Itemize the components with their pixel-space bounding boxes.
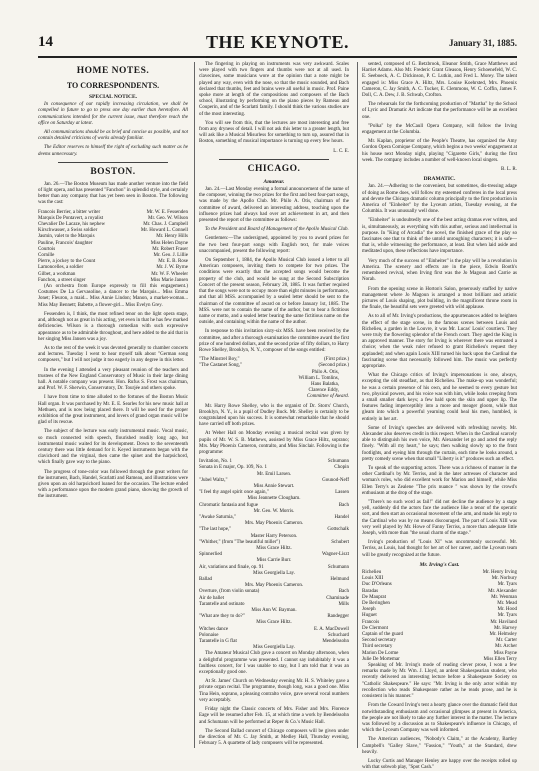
- notice-paragraph: The Editor reserves to himself the right of excluding such matter as he deems unnecessary.: [38, 145, 188, 157]
- section-title-home-notes: HOME NOTES.: [76, 66, 150, 76]
- programme-row-left: Miss Annie Stewart.: [253, 483, 295, 489]
- programme-row-left: Miss Georgiella Lay.: [253, 645, 295, 651]
- article-paragraph: The Amateur Musical Club gave a concert on Monday afternoon, when a delightful programme was presented. I cannot say indubitably it was a faultless concert, for I was unable to stay, but I am told that it was an exceptionally good one.: [199, 651, 349, 676]
- page-header: [38, 30, 517, 58]
- section-subtitle: Amateur.: [263, 178, 285, 185]
- cast-row-left: De Clermont: [362, 625, 388, 631]
- programme-row-left: Witches dance: [199, 626, 229, 632]
- programme-row-left: Miss Carrie Burr.: [256, 558, 292, 564]
- cast-row-right: Mr. Hood: [497, 607, 517, 613]
- article-paragraph: In response to this invitation sixty-six MSS. have been received by the committee, and after a thorough examination the committee award the first prize of one hundred dollars, and the second prize of fifty dollars, to Harry Rowe Shelley, Brooklyn, N. Y., composer of the songs entitled:: [199, 329, 349, 353]
- cast-row-right: Mr. Haviland: [490, 619, 517, 625]
- cast-row-right: Mr. Tyars: [497, 613, 517, 619]
- cast-row-right: Mr. Archer: [495, 644, 517, 650]
- article-paragraph: As to the rest of the week it was devoted generally to chamber concerts and lectures. Tuesday I went to hear myself talk about "German song composers," but I will not judge it too eagerly in any degree in this letter.: [38, 345, 188, 364]
- signature: B. L. R.: [501, 167, 517, 173]
- cast-row-left: Pierre, a jockey to the Count: [38, 259, 96, 265]
- cast-row-right: Mr. Mead: [497, 601, 517, 607]
- cast-row-right: Mr. Norbury: [491, 576, 517, 582]
- cast-row-right: Mr. Henry Irving: [482, 570, 517, 576]
- article-paragraph: The subject of the lecture was early instrumental music. Vocal music, so much connected with speech, flourished readily long ago, but instrumental music waited for its development. Down to the seventeenth century there was little demand for it. Keyed instruments began with the clavichord and the virginal, then came the spinet and the harpsichord, which finally gave way to the piano.: [38, 429, 188, 466]
- article-paragraph: To speak of the supporting actors. There was a richness of manner in the other Cardinal's by Mr. Terriss, and in the later actresses of character and woman's roles, who did excellent work for Marion and himself, while Miss Ellen Terry's as Zealene "The prix nuance " was shown by the crowd's enthusiasm at the drop of the stage.: [362, 465, 517, 496]
- programme-row-left: "I feel thy angel spirit once again,": [199, 490, 269, 496]
- signature: L. C. E.: [333, 148, 349, 154]
- cast-row-right: Mr. Chas. J. Campbell: [143, 222, 188, 228]
- cast-row-right: Miss Marie Jansen: [150, 277, 188, 283]
- signer-name: Philo A. Otis,: [311, 369, 339, 375]
- programme-row-left: "Whither," (from "The beautiful miller"): [199, 539, 281, 545]
- page-number: 14: [38, 34, 53, 50]
- article-paragraph: Friday night the Classic concerts of Mrs. Fisher and Mrs. Florence Eage will be resumed after Feb. 15, at which time a work by Bendelssohn and Schumann will be performed at Reper & Co.'s Music Hall.: [199, 707, 349, 725]
- programme-row-right: Gottschalk: [327, 527, 349, 533]
- programme-row-right: Mills: [338, 601, 349, 607]
- article-paragraph: As to all of Mr. Irving's productions, the appurtenances added to heighten the effect of the stage scene, in the famous scenes between Louis and Richelieu, a garden in the Louvre, it was Mr. Lucas' Louis' courtiers. They were truly the flowering splendor of the French court. They aged the King in an approved manner. The story for Irving is wherever there was entrusted a choice; when the weak ruler refused to grant Richelieu's request they applauded; and when again Louis XIII turned his back upon the Cardinal the fascinating scene that necessarily followed him. The music was perfectly appropriate.: [362, 314, 517, 369]
- article-paragraph: Jan. 24.—Last Monday evening a formal announcement of the name of the composer, winning the two prizes for the first and best four-part songs, was made by the Apollo Club. Mr. Philo A. Otis, chairman of the committee of award, delivered an interesting address, touching upon the influence prizes had always had over art achievement in art, and then presented the report of the committee as follows:: [199, 187, 349, 224]
- programme-row-left: Chromatic fantasia and fugue: [199, 502, 259, 508]
- programme-row-left: "Awake Saturnia,": [199, 515, 236, 520]
- programme-row-left: Mr. Geo. W. Morris.: [253, 508, 295, 514]
- programme-row-left: "What are they to do?": [199, 614, 245, 620]
- section-title-chicago: CHICAGO.: [247, 163, 301, 174]
- cast-row-right: Mr. Geo. W. Wilson: [148, 215, 188, 221]
- cast-row-left: Gilbet, a workman: [38, 271, 76, 277]
- article-paragraph: Very much of the success of "Einheiter" is the play will be a revolution in America. The scenery and effects are in the piece, Edwin Booth's remembered revival, when Irving first was the Jo Magoun and Carrie as Norah.: [362, 258, 517, 283]
- programme-row-left: Mrs. May Phoenix Cameron.: [244, 521, 304, 527]
- article-paragraph: The fingering in playing on instruments was very awkward. Scales were played with two fingers and thumbs were not at all used. In clavecines, some musicians wore at the opinion that a note might be played any way, even with the nose, so that the music sounded, and Bach declared that thumbs, feet and brains were all useful in music. Prof. Paine spoke more at length of the compositions and composers of the Bach school, illustrating by performing on the piano pieces by Rameau and Couperin, and of the Scarlatti family. I should think the various studies are of the most interesting.: [199, 62, 349, 117]
- cast-list: [38, 210, 188, 284]
- programme-row-right: Randegger: [327, 614, 349, 620]
- programme-row-right: Schumann: [327, 564, 349, 570]
- article-paragraph: Mr. Harry Rowe Shelley, who is the organist of Dr. Storrs' Church, Brooklyn, N. Y., is a pupil of Dudley Buck. Mr. Shelley is certainly to be congratulated upon his success. It is somewhat remarkable that he should have carried off both prizes.: [199, 403, 349, 428]
- section-title-correspondents: TO CORRESPONDENTS.: [66, 81, 160, 90]
- programme-row-right: Chaminade: [326, 595, 349, 601]
- cast-row-right: Mr. Geo. J. Lillie: [153, 253, 188, 259]
- cast-row-right: Mr. Henry Hills: [156, 234, 188, 240]
- article-paragraph: Irving's production of "Louis XI" was uncommonly successful. Mr. Terriss, as Louis, had thought for her art of her career, and the Lyceum team will be greatly recognized at the future.: [362, 540, 517, 558]
- section-title-boston: BOSTON.: [90, 166, 136, 177]
- cast-row-left: Julie De Mortemar: [362, 656, 400, 662]
- programme-row-left: "Jubel Waltz,": [199, 477, 228, 483]
- programme-row-right: Handel: [334, 515, 349, 520]
- programme-row-left: Miss Grace Hiltz.: [256, 620, 292, 626]
- cast-row-right: Mr. Robert Fraser: [152, 246, 188, 252]
- article-paragraph: "Polka" by the McCaull Opera Company, will follow the Irving engagement at the Columbia.: [362, 123, 517, 136]
- article-paragraph: Lucky Curtis and Manager Henley are happy over the receipts rolled up with that sobwob play, "Spot Cash.": [362, 758, 517, 771]
- programme-row-right: Schuchard: [327, 632, 349, 638]
- cast-row-left: Francois: [362, 619, 380, 625]
- article-paragraph: The Second Ballad concert of Chicago composers will be given under the direction of Mr. C. Jay Smith, at Medley Hall, Thursday evening, February 5. A quartette of lady composers will be represented.: [199, 728, 349, 747]
- cast-row-left: Marion De Lorme: [362, 650, 399, 656]
- programme-row-right: Bach: [338, 589, 349, 595]
- masthead-title: THE KEYNOTE.: [205, 32, 350, 52]
- article-paragraph: Mr. Kaplan, proprietor of the People's Theatre, has organized the Amy Gordon Opera Comique Company, which begins a two weeks' engagement at his house next Monday night, playing "Cigarette Girls," during the first week. The company includes a number of well-known local singers.: [362, 139, 517, 163]
- cast-row-right: Miss Helen Dayne: [150, 240, 188, 246]
- column-1: [38, 62, 188, 750]
- programme-row-left: Miss Grace Hiltz.: [256, 546, 292, 552]
- cast-row-right: Mr. Alexander: [488, 588, 517, 594]
- column-rule: [357, 62, 358, 748]
- column-3: [362, 62, 517, 771]
- prize-list: [199, 357, 349, 369]
- column-2: [199, 62, 349, 750]
- programme-row-left: Air de ballet: [199, 595, 224, 601]
- cast-row-right: Mr. W. F. Wheeler: [151, 271, 188, 277]
- cast-row-right: Mr. Howard L. Connell: [140, 228, 188, 234]
- programme-row-left: Tarantelle and ostinato: [199, 601, 245, 607]
- programme-row-left: Polonaise: [199, 632, 219, 638]
- cast-row-left: De Beringhen: [362, 601, 390, 607]
- programme-row-right: Schubert: [331, 539, 349, 545]
- cast-row-left: Huguet: [362, 613, 377, 619]
- cast-row-left: Kirschwasser, a Swiss soldier: [38, 228, 98, 234]
- divider: [219, 159, 329, 160]
- cast-list: [362, 570, 517, 663]
- article-paragraph: You will see from this, that the lectures are most interesting and free from any dryness of detail. I will not ask this letter to a greater length, but will ask like a Musical Misurless for something to turn up, assured that in Boston, something of musical importance is turning up every few hours.: [199, 120, 349, 145]
- article-paragraph: At St. James' Church on Wednesday evening Mr. H. S. Whiteley gave a private organ recital. The programme, though long, was a good one. Miss Tina Hein, soprano, a pleasing contralto voice, gave several vocal numbers very acceptably.: [199, 679, 349, 703]
- programme-row-left: Spinnerlied: [199, 552, 223, 558]
- article-paragraph: Jan. 26.—The Boston Museum has made another venture into the field of light opera, and has presented "Fanchon" in splendid style, and certainly better than any company that has yet been seen in Boston. The following was the cast:: [38, 181, 189, 206]
- signer-name: William L. Tomlins,: [298, 375, 339, 381]
- cast-row-right: Mr. E. B. Rose: [158, 259, 188, 265]
- article-paragraph: The progress of tone-color was followed through the great writers for the instrument, Bach, Handel, Scarlatti and Rameau, and illustrations were given upon an old harpsichord loaned for the occasion. The lecture ended with a performance upon the modern grand piano, showing the growth of the instrument.: [38, 469, 188, 500]
- article-paragraph: "Einheiter" is undoubtedly one of the best acting dramas ever written, and is, simultaneously, as everything with this author, serious and intellectual in purpose. In "King of Arcadia" the novel, the finished grace of the play so fascinates one that to think of the untold unroughing characters; it is safe—that is, while witnessing the performance, at least. But when laid aside and meditated upon, these reflections have importance.: [362, 218, 517, 255]
- programme-row-left: Sonata in E major, Op. 109, No. 1: [199, 465, 267, 471]
- cast-row-right: Mr. Harvey: [493, 625, 517, 631]
- cast-row-right: Miss Ellen Terry: [483, 656, 517, 662]
- divider: [58, 162, 168, 163]
- article-paragraph: To the President and Board of Management of the Apollo Musical Club.: [205, 227, 349, 233]
- cast-row-left: Francois Berrier, a bitter writer: [38, 209, 101, 215]
- cast-row-right: Mr. Wenman: [491, 594, 517, 600]
- article-paragraph: From the opening scene in Horton's Salon, generously staffed by native management where Jo Magoun is arranged a most brilliant and artistic pictures of Louis shaping, plot building, in the magnificent throne room in the finale, the beautiful sets were greeted with wild applause.: [362, 286, 517, 311]
- article-paragraph: sented, composed of G. Betzbrook, Eleanor Smith, Grace Matthews and Harriet Adams. Also Mr. Frederic Grant Gleason, Henry Schoenefeld, W. C. E. Seeboeck, A. C. Dickinson, P. C. Lutkin, and Fred L. Morey. The talent engaged is: Miss Grace A. Hiltz, Mrs. Louise Koehrsted, Mrs. Phoenix Cameron, C. Jay Smith, A. C. Tucker, E. Clemmons, W. C. Coffin, James F. Doll, C. A. Dew, J. B. Schwab, Crofton.: [362, 62, 517, 99]
- notice-paragraph: In consequence of our rapidly increasing circulation, we shall be compelled in future to go to press one day earlier than heretofore. All communications intended for the current issue, must therefore reach the office on Saturday at latest.: [38, 102, 188, 126]
- cast-title: Mr. Irving's Cast.: [419, 561, 460, 568]
- cast-row-right: Mr. J. W. Byrne: [156, 265, 188, 271]
- programme-row-right: Chopin: [334, 465, 349, 471]
- article-paragraph: Speaking of Mr. Irving's mode of reading clever prose, I won a few remarks made by Mr. Wm. J. Lloyd, an ardent Shakespearian student, who recently delivered an interesting lecture before a Shakespeare Society on "Catholic Shakespeare." He says: "Mr. Irving is the only actor within my recollection who reads Shakespeare rather as he reads prose, and he is consistent in his manner.": [362, 663, 517, 700]
- article-paragraph: "There's no such word as fail!" did not decline the audience by a stage yell, suddenly did the actors face the audience like a tenor of the operatic sort, and then start an occasional movement of the arm, and made his reply to the Cardinal who was by no means discouraged. The part of Louis XIII was very well played by Mr. Howe of Fanny Terriss, a more than adequate little Joseph, with more than "the usual charm of the stage.": [362, 500, 517, 537]
- programme-row-left: Overture, (from violin sonata): [199, 589, 260, 595]
- cast-row-left: Jasmin, valet to the Marquis: [38, 234, 95, 240]
- signer-name: Clarence Eddy,: [308, 388, 339, 394]
- programme-row-left: Air, variations and finale, op. 91: [199, 564, 264, 570]
- cast-row-left: Second secretary: [362, 638, 397, 644]
- cast-row-left: Chevalier De Lacaze, his nephew: [38, 222, 106, 228]
- prize-song: "The Castanet Song,": [199, 363, 243, 369]
- cast-row-left: Baradas: [362, 588, 379, 594]
- article-paragraph: From the Coward Irving's tent a hearty glance over the dramatic field that notwithstanding enthusiasm and occasional glimpses at present in America, the people are not likely to take any further interest in the matter. The lecture was followed by a discussion as to Shakespeare's influence in Chicago, of which the Lyceum Company was well informed.: [362, 703, 517, 734]
- programme-row-right: Mendelssohn: [322, 639, 349, 645]
- programme-row-left: Miss Jeannette Clougham.: [247, 496, 301, 502]
- cast-row-right: Mr. Tyars: [497, 582, 517, 588]
- programme-row-right: Schumann: [327, 459, 349, 465]
- cast-row-left: Duc D'Orleans: [362, 582, 392, 588]
- article-paragraph: The American audiences, "Nobody's Claim," at the Academy, Bartley Campbell's "Galley Slave," "Fassion," "Youth," at the Standard, drew heavily.: [362, 737, 517, 755]
- cast-row-left: Marquis De Pontavert, a royalist: [38, 215, 104, 221]
- cast-row-left: Joseph: [362, 607, 376, 613]
- article-paragraph: What the Chicago critics of Irving's impersonations is one, always, excepting the old steadfast, as that Richelieu. The make-up was wonderful; he was a certain presence of his own, and he seemed to every gesture but two, physical powers, and his voice was with him, while looks creeping from a small smaller dark keys; a few bald spots the skin and upper lip. The features fading imperceptibly into a more and meager gloom, while that gleam into which a powerful yearning could heal his men, humbled, is entirely in her art.: [362, 373, 517, 422]
- article-paragraph: In the evening I attended a very pleasant reunion of the teachers and trustees of the New England Conservatory of Music in their large dining hall. A notable company was present. Hon. Rufus S. Frost was chairman, and Prof. W. F. Sherwin, Conservatory, Dr. Tourjée and others spoke.: [38, 367, 188, 392]
- column-rule: [194, 62, 195, 748]
- cast-row-left: De Mauprat: [362, 594, 387, 600]
- programme-row-left: Ballad: [199, 577, 213, 583]
- prize-song: "The Minstrel Boy,": [199, 357, 240, 363]
- cast-row-left: Richelieu: [362, 570, 382, 576]
- programme-row-left: Miss Ann W. Bayman.: [251, 608, 297, 614]
- cast-row-right: Mr. W. E. Fessenden: [146, 209, 188, 215]
- cast-row-left: Louis XIII: [362, 576, 384, 582]
- section-title-dramatic: DRAMATIC.: [423, 176, 456, 183]
- cast-row-left: Cornille: [38, 253, 55, 259]
- programme-row-right: Lassen: [335, 490, 349, 496]
- programme-row-right: Gounod-Neff: [322, 477, 349, 483]
- cast-row-left: Courtois: [38, 246, 56, 252]
- article-paragraph: Gentlemen:—The undersigned, appointed by you to award prizes for the two best four-part songs with English text, for male voices unaccompanied, present the following report:: [199, 236, 349, 254]
- programme-row-left: Mrs. May Phoenix Cameron.: [244, 583, 304, 589]
- programme-row-left: Tarantelle in G flat: [199, 639, 237, 645]
- cast-row-right: Mr. Helmsley: [489, 632, 517, 638]
- programme-row-left: "The last hope,": [199, 527, 232, 533]
- notice-paragraph: All communications should be as brief and concise as possible, and not contain detailed criticisms of works already familiar.: [38, 130, 188, 142]
- programme-row-right: E. A. MacDowell: [314, 626, 349, 632]
- article-paragraph: Jan. 24.—Adhering to the convenient, but sometimes, dis-tressing adage of doing as Rome does, will follow my esteemed confreres in the local press and devote the Chicago dramatic column principally to the first production in America of "Einheiter" by the Lyceum artists, Tuesday evening, at the Columbia. It was unusually well done.: [362, 184, 517, 215]
- issue-date: January 31, 1885.: [448, 38, 517, 48]
- programme-row-left: Miss Georgiella Lay.: [253, 570, 295, 576]
- cast-row-left: Pauline, Francois' daughter: [38, 240, 93, 246]
- article-paragraph: At Weber Hall on Monday evening a musical recital was given by pupils of Mr. W. S. B. Mathews, assisted by Miss Grace Hiltz, soprano; Mrs. May Phoenix Cameron, contralto, and Miss Sinclair. Following is the programme:: [199, 431, 349, 455]
- cast-row-left: Lamoncelles, a soldier: [38, 265, 84, 271]
- article-paragraph: On September 1, 1884, the Apollo Musical Club issued a letter to all American composers, inviting them to compete for two prizes. The conditions were exactly that the accepted songs would become the property of the club, and would be sung at the Second Subscription Concert of the present season, February 28, 1885. It was further required that the songs were not to occupy more than eight minutes in performance, and that all MSS. accompanied by a sealed letter should be sent to the chairman of the committee of award on or before January 1st, 1885. The MSS. were not to contain the name of the author, but to bear a fictitious name or motto, and a sealed letter bearing the same fictitious name on the outside, and containing within the name of the author.: [199, 258, 349, 326]
- article-paragraph: (An orchestra from Europe expressly to fill this engagement.) Costumes De La Gervasoline, a dancer to the Marquis... Miss Emma Jonet; Fleuron, a maid... Miss Annie Lindon; Manon, a market-woman... Miss May Bennett; Babette, a flower-girl... Miss Evelyn Grey.: [38, 284, 188, 308]
- programme-row-left: Master Harry Peterson.: [250, 533, 298, 539]
- signer-name: Hans Balatka,: [310, 381, 339, 387]
- committee-label: Committee of Award.: [306, 394, 349, 400]
- article-paragraph: Fessenden is, I think, the most refined tenor on the light opera stage, and, although not as great in his acting, yet even in that he has few marked deficiencies. Wilson is a thorough comedian with such expressive appearance as to be admirable throughout, and here added to the aid that in her singing Miss Jansen was a joy.: [38, 311, 188, 342]
- prize-tag: (First prize.): [324, 357, 349, 363]
- programme-row-left: Invitation, No. 1: [199, 459, 233, 465]
- article-paragraph: Some of Irving's speeches are delivered with refreshing novelty. Mr. Alexander also deserves credit in this respect. When in the Cardinal scarcely able to distinguish his own voice, Mr. Alexander let go and acted the reply finely. "With all my heart," he says; then walking slowly up to the front footlights, and eyeing him through the curtain, each time he looks around, a pretty comedy scene when that small "Liberty is it" produces such an effect.: [362, 425, 517, 462]
- cast-row-left: Third secretary: [362, 644, 393, 650]
- article-paragraph: The rehearsals for the forthcoming production of "Martha" by the School of Lyric and Dramatic Art indicate that the performance will be an excellent one.: [362, 102, 517, 120]
- programme-row-right: Bach: [338, 502, 349, 508]
- cast-row-left: Captain of the guard: [362, 632, 403, 638]
- cast-row-right: Miss Payne: [493, 650, 517, 656]
- programme-list: [199, 459, 349, 651]
- programme-row-left: Mr. Emil Larsen.: [256, 471, 292, 477]
- programme-row-right: Wagner-Liszt: [322, 552, 349, 558]
- signer-list: [199, 370, 349, 395]
- programme-row-right: Helmund: [330, 577, 349, 583]
- cast-row-right: Mr. Carter: [496, 638, 517, 644]
- prize-tag: (Second prize.): [318, 363, 349, 369]
- cast-row-left: Fanchon, a street singer: [38, 277, 86, 283]
- article-paragraph: I have from time to time alluded to the fortunes of the Boston Music Hall organ. It was purchased by Mr. E. E. Searles for his new music hall at Methuen, and is now being placed there. It will be used for the proper exhibition of the great instrument, and lovers of grand organ music will be glad of its rescue.: [38, 395, 188, 426]
- special-notice-title: SPECIAL NOTICE.: [89, 94, 137, 100]
